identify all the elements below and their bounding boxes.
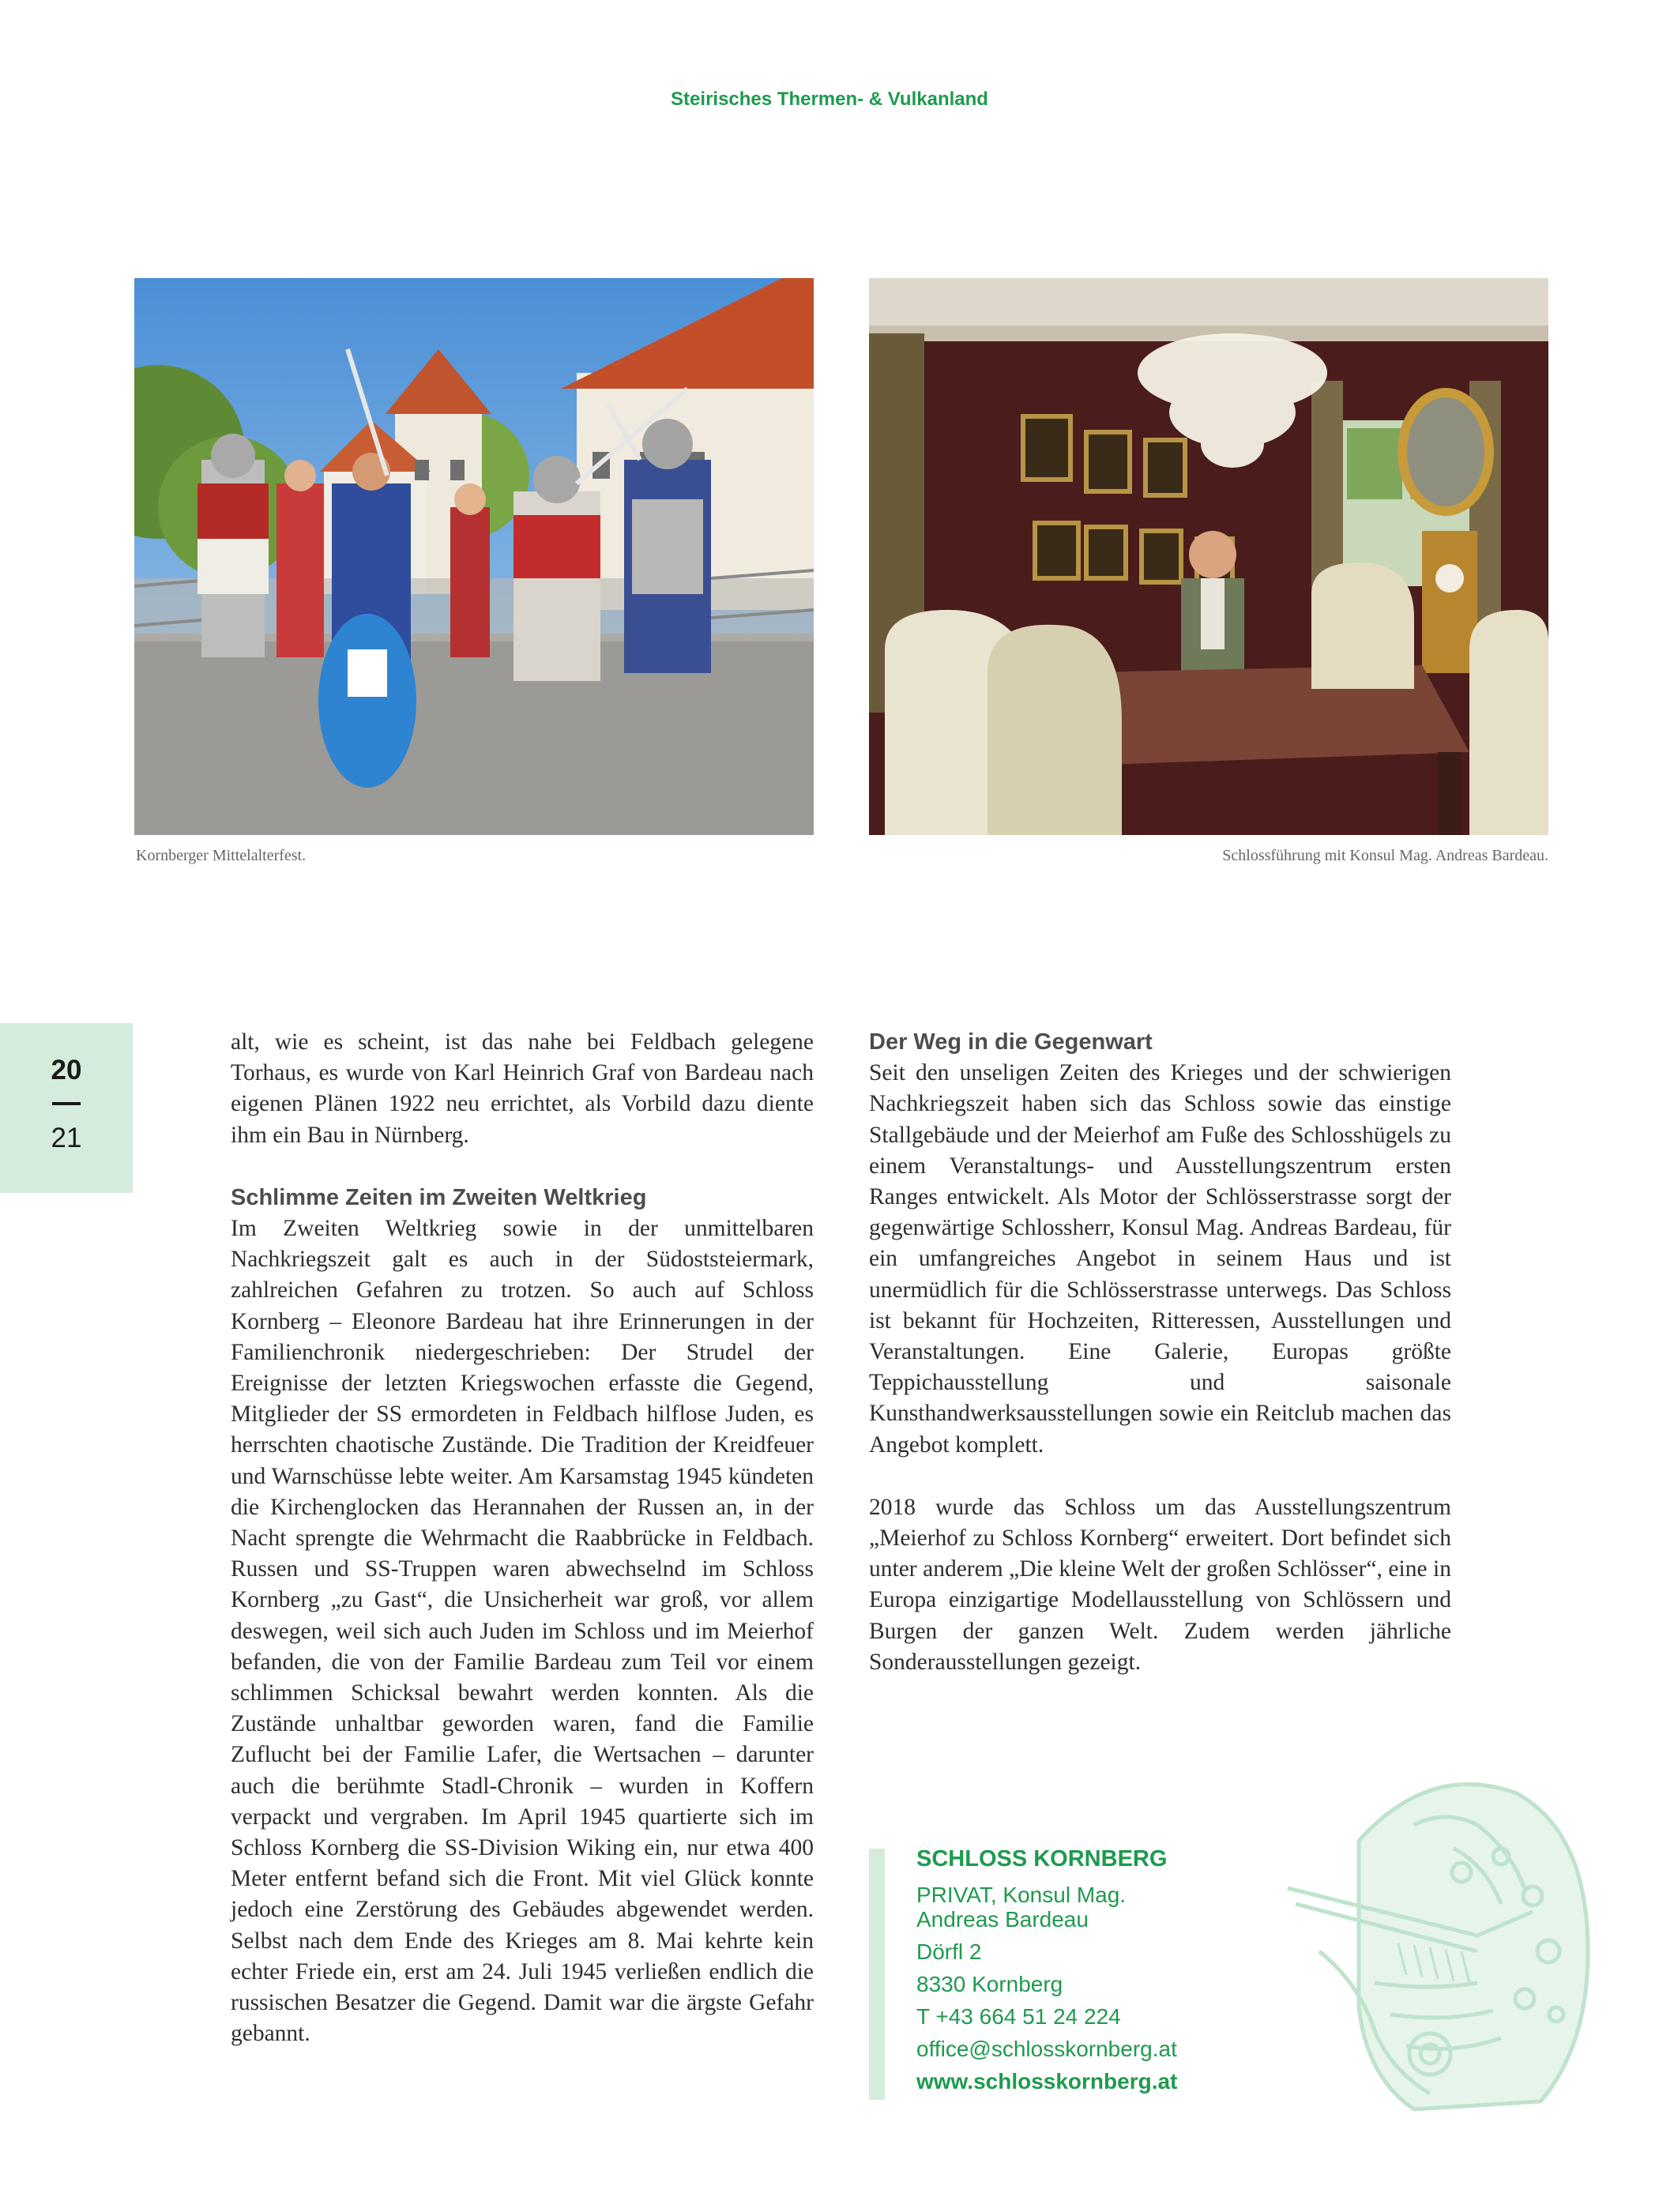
magazine-header: Steirisches Thermen- & Vulkanland bbox=[671, 88, 988, 110]
info-phone: T +43 664 51 24 224 bbox=[916, 2004, 1121, 2029]
photo-medieval-festival bbox=[134, 278, 814, 835]
article-column-right bbox=[869, 1027, 1451, 1678]
photo-castle-tour bbox=[869, 278, 1548, 835]
helmet-illustration-icon bbox=[1272, 1746, 1604, 2125]
page-number-tab bbox=[0, 1023, 133, 1193]
section-heading-present: Der Weg in die Gegenwart bbox=[869, 1029, 1153, 1055]
info-box bbox=[916, 1847, 1177, 2094]
page-number-next: 21 bbox=[51, 1123, 82, 1153]
ww2-paragraph: Im Zweiten Weltkrieg sowie in der unmittelbaren Nachkriegszeit galt es auch in der Südoststeiermark, zahlreichen Gefahren zu trotzen. So auch auf Schloss Kornberg – Eleonore Bardeau hat ihre Erinnerungen in der Familienchronik niedergeschrieben: Der Strudel der Ereignisse der letzten Kriegswochen erfasste die Gegend, Mitglieder der SS ermordeten in Feldbach hilflose Juden, es herrschten chaotische Zustände. Die Tradition der Kreidfeuer und Warnschüsse lebte weiter. Am Karsamstag 1945 kündeten die Kirchenglocken das Herannahen der Russen an, in der Nacht sprengte die Wehrmacht die Raabbrücke in Feldbach. Russen und SS-Truppen waren abwechselnd im Schloss Kornberg „zu Gast“, die Unsicherheit war groß, vor allem deswegen, weil sich auch Juden im Schloss und im Meierhof befanden, die von der Familie Bardeau zum Teil vor einem schlimmen Schicksal bewahrt werden konnten. Als die Zustände unhaltbar geworden waren, fand die Familie Zuflucht bei der Familie Lafer, die Wertsachen – darunter auch die berühmte Stadl-Chronik – wurden in Koffern verpackt und vergraben. Im April 1945 quartierte sich im Schloss Kornberg die SS-Division Wiking ein, nur etwa 400 Meter entfernt befand sich die Front. Mit viel Glück konnte jedoch eine Zerstörung des Gebäudes abgewendet werden. Selbst nach dem Ende des Krieges am 8. Mai kehrte kein echter Friede ein, erst am 24. Juli 1945 verließen endlich die russischen Besatzer die Gegend. Damit war die ärgste Gefahr gebannt. bbox=[231, 1216, 814, 2047]
info-website[interactable]: www.schlosskornberg.at bbox=[916, 2069, 1178, 2094]
intro-paragraph: alt, wie es scheint, ist das nahe bei Feldbach gelegene Torhaus, es wurde von Karl Heinrich Graf von Bardeau nach eigenen Plänen 1922 neu errichtet, als Vorbild dazu diente ihm ein Bau in Nürnberg. bbox=[231, 1029, 814, 1148]
info-box-bar bbox=[869, 1849, 885, 2100]
info-title: SCHLOSS KORNBERG bbox=[916, 1846, 1168, 1872]
info-email[interactable]: office@schlosskornberg.at bbox=[916, 2037, 1177, 2061]
page-number-divider bbox=[52, 1102, 81, 1105]
info-city: 8330 Kornberg bbox=[916, 1972, 1063, 1996]
present-paragraph-1: Seit den unseligen Zeiten des Krieges und der schwierigen Nachkriegszeit haben sich das Schloss sowie das einstige Stallgebäude und der Meierhof am Fuße des Schlosshügels zu einem Veranstaltungs- und Ausstellungszentrum ersten Ranges entwickelt. Als Motor der Schlösserstrasse sorgt der gegenwärtige Schlossherr, Konsul Mag. Andreas Bardeau, für ein umfangreiches Angebot in seinem Haus und ist unermüdlich für die Schlösserstrasse unterwegs. Das Schloss ist bekannt für Hochzeiten, Ritteressen, Ausstellungen und Veranstaltungen. Eine Galerie, Europas größte Teppichausstellung und saisonale Kunsthandwerksausstellungen sowie ein Reitclub machen das Angebot komplett. bbox=[869, 1060, 1451, 1458]
info-owner-line-1: PRIVAT, Konsul Mag. bbox=[916, 1883, 1127, 1907]
article-column-left bbox=[231, 1027, 814, 2050]
present-paragraph-2: 2018 wurde das Schloss um das Ausstellungszentrum „Meierhof zu Schloss Kornberg“ erweitert. Dort befindet sich unter anderem „Die kleine Welt der großen Schlösser“, eine in Europa einzigartige Modellausstellung von Schlössern und Burgen der ganzen Welt. Zudem werden jährliche Sonderausstellungen gezeigt. bbox=[869, 1494, 1451, 1675]
section-heading-ww2: Schlimme Zeiten im Zweiten Weltkrieg bbox=[231, 1184, 647, 1210]
info-owner-line-2: Andreas Bardeau bbox=[916, 1907, 1089, 1932]
page-number-current: 20 bbox=[51, 1055, 82, 1085]
caption-left: Kornberger Mittelalterfest. bbox=[136, 847, 307, 864]
caption-right: Schlossführung mit Konsul Mag. Andreas Bardeau. bbox=[1222, 847, 1548, 864]
info-street: Dörfl 2 bbox=[916, 1939, 982, 1964]
